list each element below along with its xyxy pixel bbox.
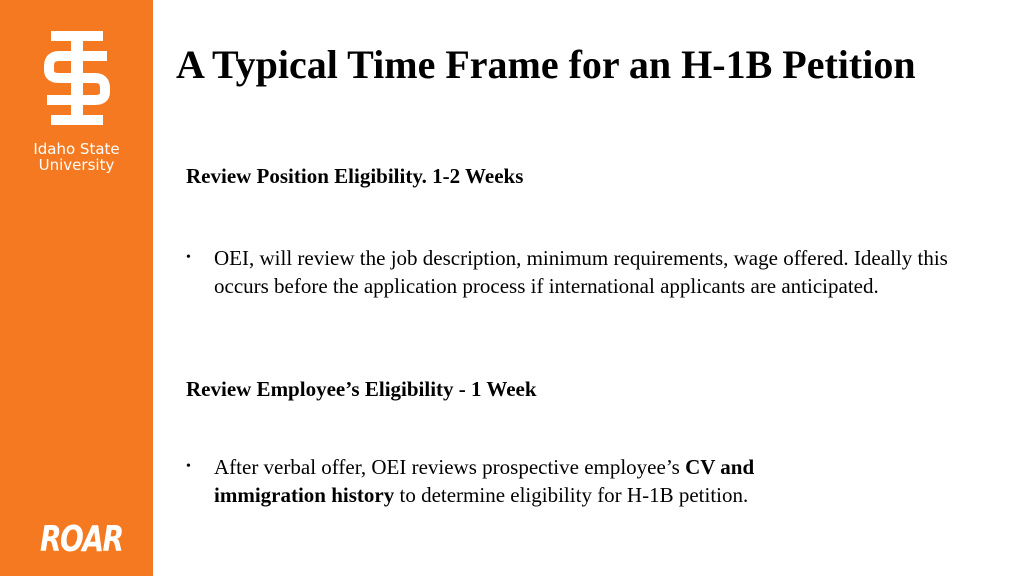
section-heading-employee: Review Employee’s Eligibility - 1 Week (186, 377, 537, 401)
bullet-bold-cv: CV and (685, 455, 755, 479)
university-name-line2: University (38, 156, 115, 174)
slide-title: A Typical Time Frame for an H-1B Petition (176, 42, 916, 87)
section-heading-position: Review Position Eligibility. 1-2 Weeks (186, 164, 524, 188)
bullet-dot-icon: • (186, 459, 191, 474)
brand-sidebar (0, 0, 153, 576)
university-name-line1: Idaho State (33, 140, 120, 158)
bullet-text: OEI, will review the job description, minimum requirements, wage offered. Ideally this occurs before the application process if international applicants are anticipated. (214, 246, 948, 298)
university-logo-icon (37, 28, 117, 128)
bullet-text-start: After verbal offer, OEI reviews prospective employee’s (214, 455, 686, 479)
bullet-bold-immigration: immigration history (214, 483, 395, 507)
bullet-text (214, 453, 974, 509)
roar-wordmark: ROAR (40, 519, 123, 560)
bullet-text-end: to determine eligibility for H-1B petition. (394, 483, 749, 507)
bullet-dot-icon: • (186, 250, 191, 265)
